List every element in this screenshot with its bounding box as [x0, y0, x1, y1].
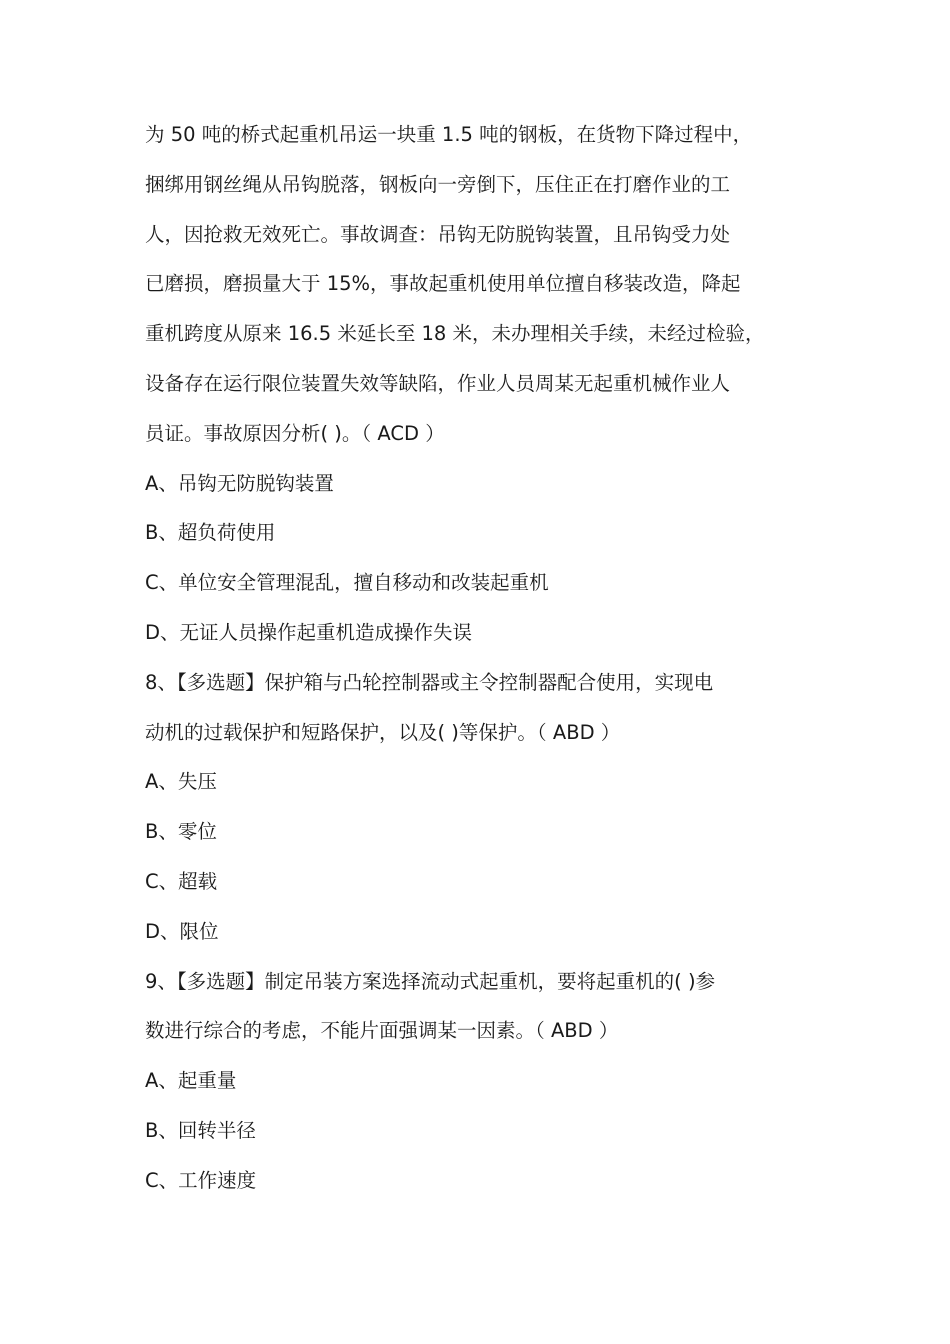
option-a: A、失压: [145, 770, 217, 794]
question-9-options: [145, 1056, 810, 1205]
question-7-line: 已磨损，磨损量大于 15%，事故起重机使用单位擅自移装改造，降起: [145, 272, 741, 296]
question-7-line: 员证。事故原因分析( )。（ ACD ）: [145, 421, 445, 445]
option-a: A、起重量: [145, 1069, 237, 1093]
option-c: C、工作速度: [145, 1168, 257, 1192]
option-c: C、超载: [145, 869, 218, 893]
option-b: B、超负荷使用: [145, 521, 276, 545]
question-9-stem: [145, 957, 810, 1057]
question-8-stem: [145, 658, 810, 758]
question-content: [145, 110, 810, 1206]
question-8-line: 8、【多选题】保护箱与凸轮控制器或主令控制器配合使用，实现电: [145, 670, 714, 694]
question-7-line: 重机跨度从原来 16.5 米延长至 18 米，未办理相关手续，未经过检验，: [145, 322, 765, 346]
question-7-line: 设备存在运行限位装置失效等缺陷，作业人员周某无起重机械作业人: [145, 371, 731, 395]
question-9-line: 数进行综合的考虑，不能片面强调某一因素。（ ABD ）: [145, 1019, 619, 1043]
option-d: D、限位: [145, 919, 219, 943]
option-b: B、回转半径: [145, 1118, 256, 1142]
question-7-line: 捆绑用钢丝绳从吊钩脱落，钢板向一旁倒下，压住正在打磨作业的工: [145, 172, 731, 196]
question-7-line: 为 50 吨的桥式起重机吊运一块重 1.5 吨的钢板，在货物下降过程中，: [145, 123, 753, 146]
question-8-line: 动机的过载保护和短路保护，以及( )等保护。（ ABD ）: [145, 720, 621, 744]
question-8-options: [145, 757, 810, 956]
question-9-line: 9、【多选题】制定吊装方案选择流动式起重机，要将起重机的( )参: [145, 969, 716, 993]
question-7-continuation: [145, 110, 810, 459]
question-7-line: 人，因抢救无效死亡。事故调查：吊钩无防脱钩装置，且吊钩受力处: [145, 222, 731, 246]
option-d: D、无证人员操作起重机造成操作失误: [145, 620, 473, 644]
question-7-options: [145, 459, 810, 658]
option-c: C、单位安全管理混乱，擅自移动和改装起重机: [145, 571, 549, 595]
option-b: B、零位: [145, 820, 217, 844]
option-a: A、吊钩无防脱钩装置: [145, 471, 334, 495]
